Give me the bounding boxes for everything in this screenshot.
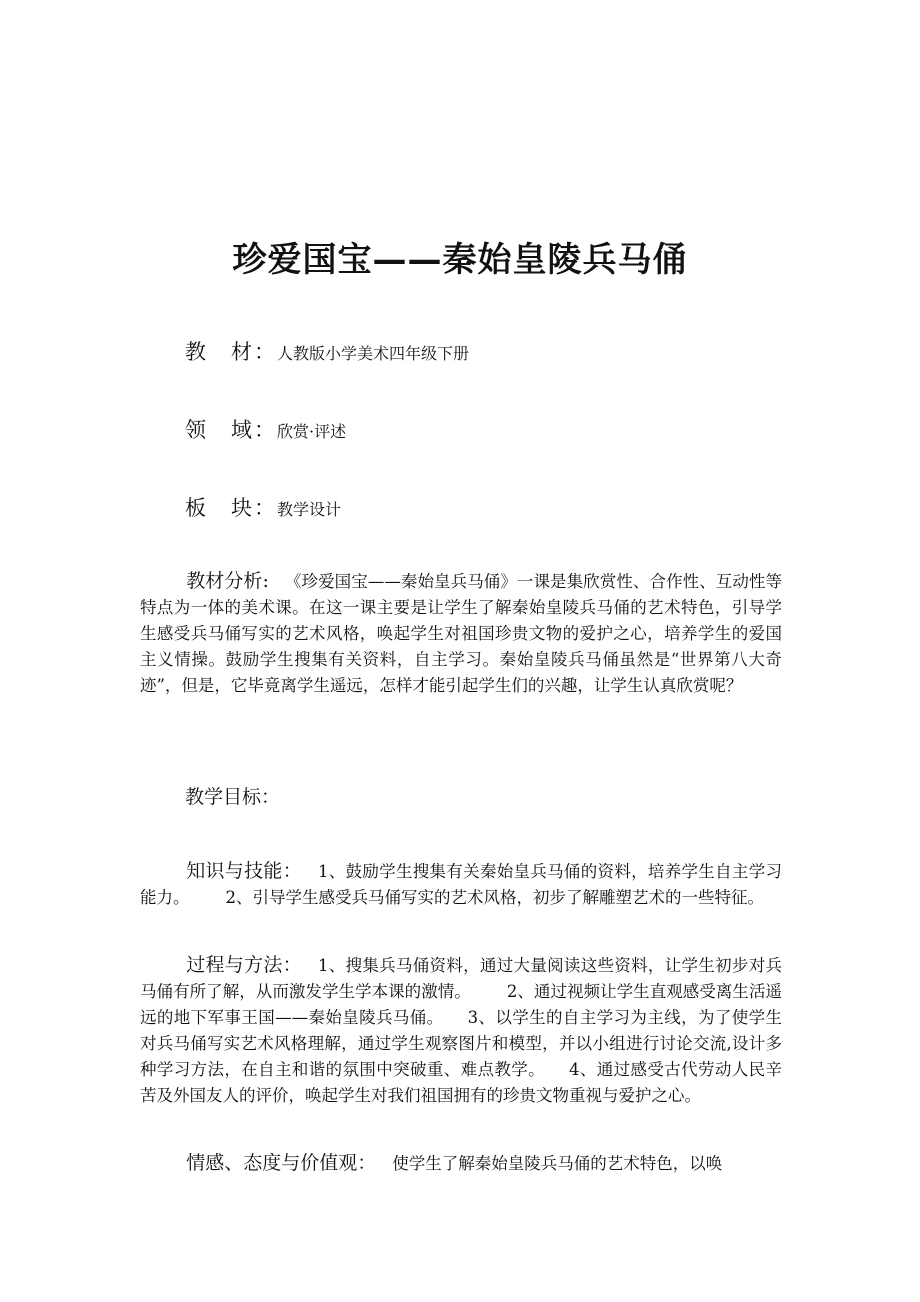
meta-domain-value: 欣赏·评述 xyxy=(277,422,347,441)
knowledge-heading: 知识与技能： xyxy=(186,860,302,882)
analysis-paragraph xyxy=(140,568,782,699)
process-heading: 过程与方法： xyxy=(186,954,302,976)
emotion-body: 使学生了解秦始皇陵兵马俑的艺术特色，以唤 xyxy=(392,1154,723,1173)
process-item-3: 3、以学生的自主学习为主线，为了使学生对兵马俑写实艺术风格理解，通过学生观察图片和模型，并以小组进行讨论交流,设计多种学习方法，在自主和谐的氛围中突破重、难点教学。 xyxy=(140,1008,783,1079)
analysis-body: 《珍爱国宝——秦始皇兵马俑》一课是集欣赏性、合作性、互动性等特点为一体的美术课。在这一课主要是让学生了解秦始皇陵兵马俑的艺术特色，引导学生感受兵马俑写实的艺术风格，唤起学生对祖国珍贵文物的爱护之心，培养学生的爱国主义情操。鼓励学生搜集有关资料，自主学习。秦始皇陵兵马俑虽然是“世界第八大奇迹”，但是，它毕竟离学生遥远，怎样才能引起学生们的兴趣，让学生认真欣赏呢？ xyxy=(140,572,783,695)
meta-module-label: 板 块： xyxy=(185,496,277,520)
meta-textbook-value: 人教版小学美术四年级下册 xyxy=(277,344,470,363)
meta-textbook xyxy=(185,336,469,366)
analysis-heading: 教材分析: xyxy=(186,570,269,592)
document-title: 珍爱国宝——秦始皇陵兵马俑 xyxy=(232,240,688,280)
meta-module xyxy=(185,492,341,522)
meta-domain-label: 领 域： xyxy=(185,418,277,442)
process-item-2: 2、通过视频让学生直观感受离生活遥远的地下军事王国——秦始皇陵兵马俑。 xyxy=(140,982,783,1027)
meta-textbook-label: 教 材： xyxy=(185,340,277,364)
process-item-4: 4、通过感受古代劳动人民辛苦及外国友人的评价，唤起学生对我们祖国拥有的珍贵文物重视与爱护之心。 xyxy=(140,1060,782,1105)
process-item-1: 1、搜集兵马俑资料，通过大量阅读这些资料，让学生初步对兵马俑有所了解，从而激发学生学本课的激情。 xyxy=(140,956,782,1001)
process-paragraph xyxy=(140,952,782,1109)
knowledge-item-2: 2、引导学生感受兵马俑写实的艺术风格，初步了解雕塑艺术的一些特征。 xyxy=(225,888,764,907)
knowledge-paragraph xyxy=(140,858,782,911)
knowledge-item-1: 1、鼓励学生搜集有关秦始皇兵马俑的资料，培养学生自主学习能力。 xyxy=(140,862,782,907)
meta-domain xyxy=(185,414,346,444)
emotion-paragraph xyxy=(140,1150,782,1177)
meta-module-value: 教学设计 xyxy=(277,500,342,519)
goals-heading: 教学目标： xyxy=(185,786,281,808)
emotion-heading: 情感、态度与价值观： xyxy=(186,1152,377,1174)
